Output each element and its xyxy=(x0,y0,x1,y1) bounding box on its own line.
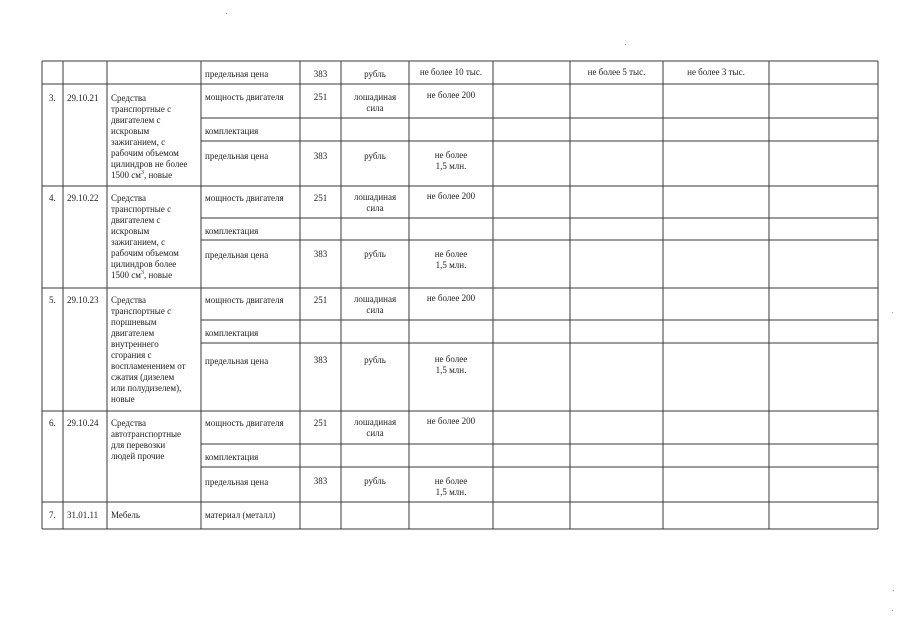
equipment-label: комплектация xyxy=(205,328,259,338)
power-value: не более 200 xyxy=(426,293,476,303)
row-name: Средства транспортные с двигателем с искровым зажиганием, с рабочим объемом цилиндров не более 1500 $см^3$, новые xyxy=(111,93,188,180)
row-name: Средства транспортные с двигателем с искровым зажиганием, с рабочим объемом цилиндров более 1500 $см^3$, новые xyxy=(111,193,179,280)
equipment-label: комплектация xyxy=(205,226,259,236)
power-unit: лошадиная сила xyxy=(353,294,397,315)
equipment-label: комплектация xyxy=(205,452,259,462)
power-code: 251 xyxy=(313,418,328,428)
header-unit: рубль xyxy=(364,69,386,79)
price-value: не более 1,5 млн. xyxy=(434,150,468,171)
price-unit: рубль xyxy=(364,151,386,161)
header-value-a: не более 10 тыс. xyxy=(419,67,483,77)
power-code: 251 xyxy=(313,193,328,203)
power-code: 251 xyxy=(313,92,328,102)
power-unit: лошадиная сила xyxy=(353,417,397,438)
price-label: предельная цена xyxy=(205,477,269,487)
power-label: мощность двигателя xyxy=(205,418,284,428)
row-name: Средства транспортные с поршневым двигателем внутреннего сгорания с воспламенением от сжатия (дизелем или полудизелем), новые xyxy=(111,295,186,404)
power-label: мощность двигателя xyxy=(205,92,284,102)
power-label: мощность двигателя xyxy=(205,295,284,305)
row-code: 31.01.11 xyxy=(67,510,99,520)
power-unit: лошадиная сила xyxy=(353,192,397,213)
header-value-b: не более 5 тыс. xyxy=(587,67,646,77)
price-unit: рубль xyxy=(364,476,386,486)
scan-speck xyxy=(625,44,626,45)
price-value: не более 1,5 млн. xyxy=(434,476,468,497)
price-unit: рубль xyxy=(364,355,386,365)
material-label: материал (металл) xyxy=(205,510,276,520)
row-code: 29.10.24 xyxy=(67,418,99,428)
power-label: мощность двигателя xyxy=(205,193,284,203)
scan-speck xyxy=(892,312,893,313)
row-number: 5. xyxy=(49,295,56,305)
power-unit: лошадиная сила xyxy=(353,92,397,113)
price-code: 383 xyxy=(313,355,328,365)
price-unit: рубль xyxy=(364,249,386,259)
power-value: не более 200 xyxy=(426,90,476,100)
scan-speck xyxy=(893,590,894,591)
row-code: 29.10.22 xyxy=(67,193,99,203)
row-number: 3. xyxy=(49,93,56,103)
price-label: предельная цена xyxy=(205,151,269,161)
row-number: 4. xyxy=(49,193,56,203)
header-characteristic: предельная цена xyxy=(205,69,269,79)
row-number: 6. xyxy=(49,418,56,428)
price-value: не более 1,5 млн. xyxy=(434,249,468,270)
price-code: 383 xyxy=(313,151,328,161)
header-code: 383 xyxy=(313,69,328,79)
price-label: предельная цена xyxy=(205,356,269,366)
power-code: 251 xyxy=(313,295,328,305)
price-label: предельная цена xyxy=(205,250,269,260)
row-code: 29.10.21 xyxy=(67,93,99,103)
price-code: 383 xyxy=(313,476,328,486)
power-value: не более 200 xyxy=(426,416,476,426)
equipment-label: комплектация xyxy=(205,126,259,136)
scan-speck xyxy=(892,610,893,611)
price-code: 383 xyxy=(313,249,328,259)
row-code: 29.10.23 xyxy=(67,295,99,305)
row-name: Мебель xyxy=(111,510,140,520)
power-value: не более 200 xyxy=(426,191,476,201)
row-number: 7. xyxy=(49,510,56,520)
price-value: не более 1,5 млн. xyxy=(434,354,468,375)
header-value-c: не более 3 тыс. xyxy=(687,67,745,77)
row-name: Средства автотранспортные для перевозки людей прочие xyxy=(111,418,182,461)
scan-speck xyxy=(226,13,227,14)
